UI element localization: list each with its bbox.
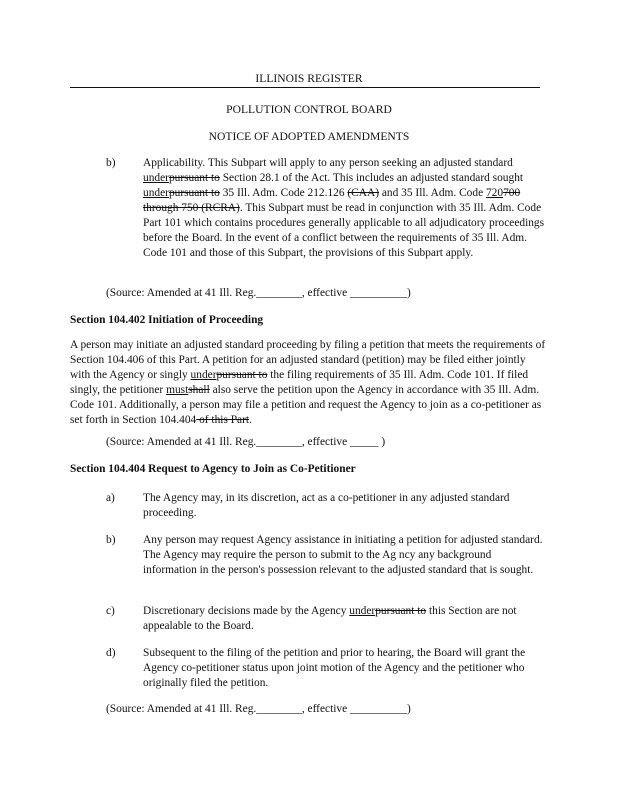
source-note-3: (Source: Amended at 41 Ill. Reg.________, effective __________) (106, 703, 411, 715)
item-c-label: c) (106, 605, 115, 617)
item-a-label: a) (106, 492, 115, 504)
header-rule (70, 87, 540, 88)
item-a-text: The Agency may, in its discretion, act as a co-petitioner in any adjusted standard proceeding. (143, 492, 510, 519)
board-title: POLLUTION CONTROL BOARD (226, 103, 392, 116)
subsection-b-text: Applicability. This Subpart will apply to any person seeking an adjusted standard underpursuant to Section 28.1 of the Act. This includes an adjusted standard sought underpursuant to 35 Ill. Adm. Code 212.126 (CAA) and 35 Ill. Adm. Code 720700 through 750 (RCRA). This Subpart must be read in conjunction with 35 Ill. Adm. Code Part 101 which contains procedures generally applicable to all adjudicatory proceedings before the Board. In the event of a conflict between the requirements of 35 Ill. Adm. Code 101 and those of this Subpart, the provisions of this Subpart apply. (143, 157, 545, 259)
item-c-text: Discretionary decisions made by the Agency underpursuant to this Section are not appealable to the Board. (143, 605, 517, 632)
source-note-2: (Source: Amended at 41 Ill. Reg.________, effective _____ ) (106, 436, 386, 448)
source-note-1: (Source: Amended at 41 Ill. Reg.________, effective __________) (106, 287, 411, 299)
subsection-b-label: b) (106, 157, 116, 169)
notice-title: NOTICE OF ADOPTED AMENDMENTS (208, 130, 410, 143)
item-d-text: Subsequent to the filing of the petition and prior to hearing, the Board will grant the Agency co-petitioner status upon joint motion of the Agency and the petitioner who originally filed the petition. (143, 647, 526, 689)
section-402-text: A person may initiate an adjusted standard proceeding by filing a petition that meets the requirements of Section 104.406 of this Part. A petition for an adjusted standard (petition) may be filed either jointly with the Agency or singly underpursuant to the filing requirements of 35 Ill. Adm. Code 101. If filed singly, the petitioner mustshall also serve the petition upon the Agency in accordance with 35 Ill. Adm. Code 101. Additionally, a person may file a petition and request the Agency to join as a co-petitioner as set forth in Section 104.404 of this Part. (70, 339, 546, 426)
item-b-text: Any person may request Agency assistance in initiating a petition for adjusted standard. The Agency may require the person to submit to the Ag ncy any background information in the person's possession relevant to the adjusted standard that is sought. (143, 534, 543, 576)
register-title: ILLINOIS REGISTER (255, 72, 363, 85)
section-404-heading: Section 104.404 Request to Agency to Join as Co-Petitioner (70, 463, 356, 475)
item-d-label: d) (106, 647, 116, 659)
section-402-heading: Section 104.402 Initiation of Proceeding (70, 314, 264, 326)
item-b-label: b) (106, 534, 116, 546)
